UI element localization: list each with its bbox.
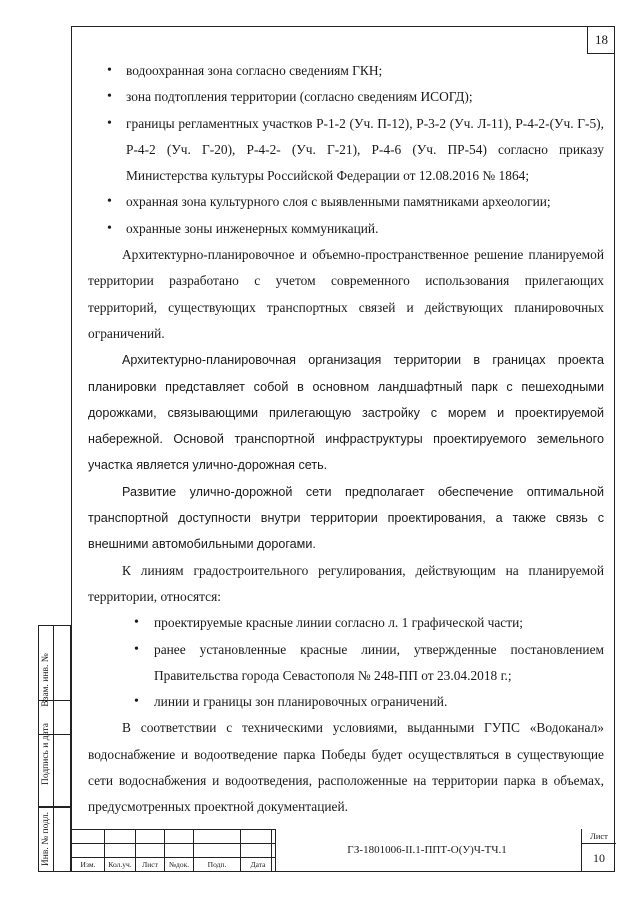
side-field-orig-inv bbox=[38, 806, 71, 872]
side-label-orig-inv: Инв. № подл. bbox=[41, 811, 51, 867]
stamp-header: Кол.уч. bbox=[105, 858, 136, 872]
side-label-signature-date: Подпись и дата bbox=[41, 722, 51, 786]
bullet-item: • водоохранная зона согласно сведениям ГКН; bbox=[88, 58, 604, 84]
stamp-header: Подп. bbox=[194, 858, 241, 872]
bullet-item: • проектируемые красные линии согласно л. 1 графической части; bbox=[88, 610, 604, 636]
bullet-item: • линии и границы зон планировочных ограничений. bbox=[88, 689, 604, 715]
bullet-item: • зона подтопления территории (согласно сведениям ИСОГД); bbox=[88, 84, 604, 110]
paragraph: Архитектурно-планировочное и объемно-пространственное решение планируемой территории разработано с учетом современного использования прилегающих территорий, существующих транспортных связей и действующих планировочных ограничений. bbox=[88, 247, 604, 341]
document-number: ГЗ-1801006-II.1-ППТ-О(У)Ч-ТЧ.1 bbox=[271, 829, 582, 872]
stamp-header: Изм. bbox=[72, 858, 105, 872]
paragraph: Архитектурно-планировочная организация территории в границах проекта планировки представляет собой в основном ландшафтный парк с пешеходными дорожками, связывающими прилегающую застройку с морем и проектируемой набережной. Основой транспортной инфраструктуры проектируемого земельного участка является улично-дорожная сеть. bbox=[88, 353, 604, 473]
stamp-header: Лист bbox=[136, 858, 165, 872]
bullet-item: • охранные зоны инженерных коммуникаций. bbox=[88, 216, 604, 242]
bullet-item: • ранее установленные красные линии, утвержденные постановлением Правительства города Севастополя № 248-ПП от 23.04.2018 г.; bbox=[88, 637, 604, 690]
side-label-replace-inv: Взам. инв. № bbox=[41, 653, 51, 707]
paragraph: Развитие улично-дорожной сети предполагает обеспечение оптимальной транспортной доступности внутри территории проектирования, а также связь с внешними автомобильными дорогами. bbox=[88, 484, 604, 552]
paragraph: В соответствии с техническими условиями, выданными ГУПС «Водоканал» водоснабжение и водоотведение парка Победы будет осуществляться в существующие сети водоснабжения и водоотведения, расположенные на территории парка в объемах, предусмотренных проектной документацией. bbox=[88, 720, 604, 815]
sheet-number: 10 bbox=[593, 851, 605, 865]
page-number-top: 18 bbox=[587, 26, 615, 54]
bullet-item: • границы регламентных участков Р-1-2 (Уч. П-12), Р-3-2 (Уч. Л-11), Р-4-2-(Уч. Г-5), Р-4-2 (Уч. Г-20), Р-4-2- (Уч. Г-21), Р-4-6 (Уч. ПР-54) согласно приказу Министерства культуры Российской Федерации от 12.08.2016 № 1864; bbox=[88, 111, 604, 190]
document-body bbox=[88, 58, 604, 821]
side-field-signature-date bbox=[38, 700, 71, 808]
stamp-header: №док. bbox=[165, 858, 194, 872]
stamp-header: Дата bbox=[241, 858, 276, 872]
sheet-cell bbox=[581, 829, 616, 872]
paragraph: К линиям градостроительного регулирования, действующим на планируемой территории, относятся: bbox=[88, 562, 604, 604]
sheet-label: Лист bbox=[582, 829, 616, 844]
bullet-item: • охранная зона культурного слоя с выявленными памятниками археологии; bbox=[88, 189, 604, 215]
title-block bbox=[71, 829, 615, 872]
